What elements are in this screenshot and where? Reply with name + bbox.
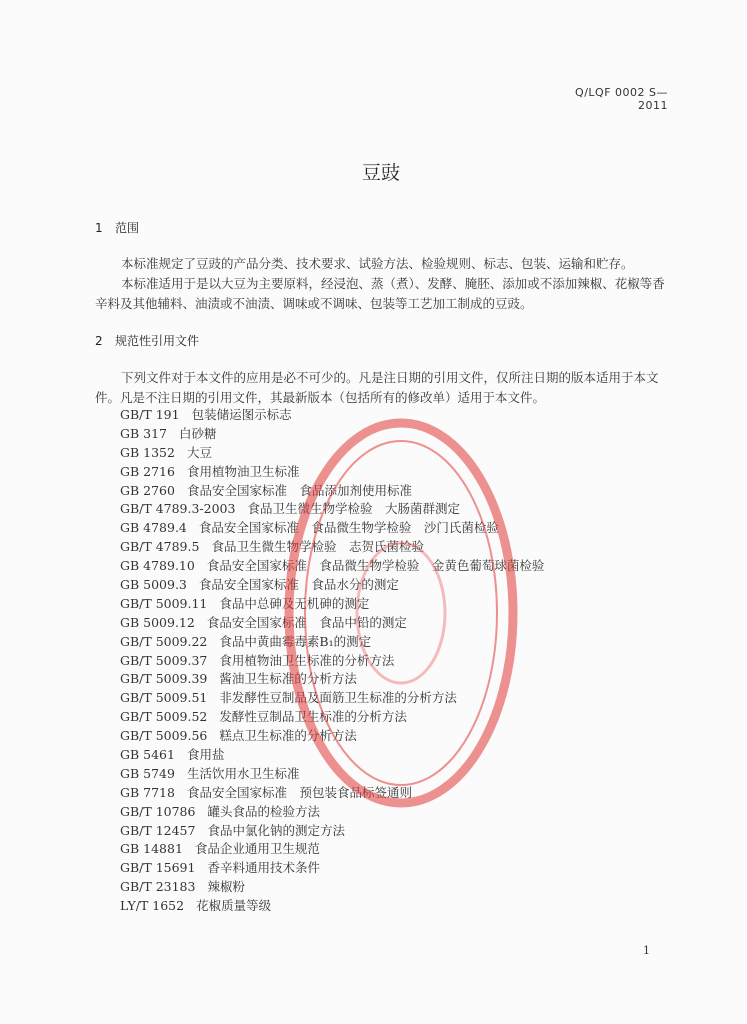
reference-title: 食品中氯化钠的测定方法 <box>207 822 345 838</box>
section-title: 规范性引用文件 <box>115 334 200 348</box>
section-1-paragraph: 本标准适用于是以大豆为主要原料，经浸泡、蒸（煮）、发酵、腌胚、添加或不添加辣椒、花椒等香辛料及其他辅料、油渍或不油渍、调味或不调味、包装等工艺加工制成的豆豉。 <box>95 276 665 311</box>
reference-item <box>120 859 544 878</box>
reference-title: 大豆 <box>186 444 212 460</box>
reference-title: 花椒质量等级 <box>196 898 272 914</box>
reference-code: GB 5009.12 <box>120 614 195 630</box>
section-2-heading <box>95 332 199 349</box>
reference-code: GB 4789.10 <box>120 558 195 574</box>
reference-item <box>120 614 544 633</box>
reference-code: GB 4789.4 <box>120 520 187 536</box>
reference-item <box>120 557 544 576</box>
reference-item <box>120 803 544 822</box>
reference-title: 食用植物油卫生标准 <box>186 463 300 479</box>
section-2-intro: 下列文件对于本文件的应用是必不可少的。凡是注日期的引用文件，仅所注日期的版本适用于本文件。凡是不注日期的引用文件，其最新版本（包括所有的修改单）适用于本文件。 <box>95 370 659 405</box>
reference-title: 非发酵性豆制品及面筋卫生标准的分析方法 <box>219 690 457 706</box>
reference-title: 香辛料通用技术条件 <box>207 860 320 876</box>
reference-item <box>120 482 544 501</box>
section-title: 范围 <box>115 221 140 235</box>
reference-item <box>120 500 544 519</box>
reference-code: GB 2760 <box>120 482 175 498</box>
reference-title: 食品企业通用卫生规范 <box>194 841 320 857</box>
reference-item <box>120 784 544 803</box>
reference-title: 食品卫生微生物学检验 大肠菌群测定 <box>247 501 460 517</box>
document-title: 豆豉 <box>361 162 400 184</box>
reference-title: 酱油卫生标准的分析方法 <box>219 671 357 687</box>
reference-title: 食品安全国家标准 预包装食品标签通则 <box>186 784 412 800</box>
reference-code: GB/T 5009.39 <box>120 671 208 687</box>
section-number: 1 <box>95 221 103 235</box>
reference-code: GB 1352 <box>120 444 175 460</box>
reference-item <box>120 897 544 916</box>
reference-item <box>120 576 544 595</box>
reference-title: 糕点卫生标准的分析方法 <box>219 728 357 744</box>
reference-title: 食用植物油卫生标准的分析方法 <box>219 652 395 668</box>
reference-title: 食用盐 <box>186 747 225 763</box>
reference-item <box>120 444 544 463</box>
reference-item <box>120 463 544 482</box>
reference-code: GB/T 12457 <box>120 822 196 838</box>
reference-title: 食品安全国家标准 食品中铅的测定 <box>206 614 407 630</box>
reference-code: GB 2716 <box>120 463 175 479</box>
reference-code: GB/T 4789.3-2003 <box>120 501 236 517</box>
reference-code: GB/T 4789.5 <box>120 539 200 555</box>
reference-item <box>120 708 544 727</box>
reference-code: GB/T 23183 <box>120 879 196 895</box>
document-code: Q/LQF 0002 S—2011 <box>575 86 668 112</box>
page-number: 1 <box>643 944 650 957</box>
reference-title: 食品中黄曲霉毒素B₁的测定 <box>219 633 372 649</box>
reference-item <box>120 425 544 444</box>
reference-item <box>120 406 544 425</box>
reference-item <box>120 822 544 841</box>
section-1-heading <box>95 219 139 236</box>
reference-code: GB/T 10786 <box>120 803 196 819</box>
reference-title: 发酵性豆制品卫生标准的分析方法 <box>219 709 407 725</box>
reference-title: 食品安全国家标准 食品添加剂使用标准 <box>186 482 412 498</box>
reference-item <box>120 746 544 765</box>
reference-code: GB 5009.3 <box>120 577 187 593</box>
reference-item <box>120 519 544 538</box>
reference-item <box>120 670 544 689</box>
section-number: 2 <box>95 334 103 348</box>
reference-item <box>120 765 544 784</box>
reference-title: 包装储运图示标志 <box>191 407 292 422</box>
reference-title: 辣椒粉 <box>207 879 245 895</box>
reference-title: 罐头食品的检验方法 <box>207 803 320 819</box>
reference-item <box>120 538 544 557</box>
reference-item <box>120 727 544 746</box>
reference-code: GB/T 5009.37 <box>120 652 208 668</box>
reference-item <box>120 689 544 708</box>
reference-item <box>120 840 544 859</box>
reference-title: 白砂糖 <box>179 425 217 441</box>
reference-item <box>120 878 544 897</box>
section-1-paragraph: 本标准规定了豆豉的产品分类、技术要求、试验方法、检验规则、标志、包装、运输和贮存。 <box>121 256 634 271</box>
reference-code: LY/T 1652 <box>120 898 185 914</box>
reference-item <box>120 652 544 671</box>
reference-code: GB/T 191 <box>120 407 180 422</box>
reference-code: GB/T 5009.52 <box>120 709 208 725</box>
reference-code: GB 14881 <box>120 841 183 857</box>
reference-title: 生活饮用水卫生标准 <box>186 765 300 781</box>
reference-title: 食品中总砷及无机砷的测定 <box>219 595 370 611</box>
reference-code: GB/T 15691 <box>120 860 196 876</box>
reference-code: GB/T 5009.51 <box>120 690 208 706</box>
reference-title: 食品卫生微生物学检验 志贺氏菌检验 <box>211 539 424 555</box>
reference-title: 食品安全国家标准 食品水分的测定 <box>198 577 399 593</box>
reference-code: GB/T 5009.11 <box>120 595 208 611</box>
reference-code: GB/T 5009.22 <box>120 633 208 649</box>
reference-title: 食品安全国家标准 食品微生物学检验 金黄色葡萄球菌检验 <box>206 558 545 574</box>
reference-code: GB 317 <box>120 425 168 441</box>
reference-item <box>120 595 544 614</box>
reference-code: GB 5461 <box>120 747 175 763</box>
reference-code: GB 5749 <box>120 765 175 781</box>
reference-item <box>120 633 544 652</box>
reference-list <box>120 406 544 916</box>
reference-code: GB/T 5009.56 <box>120 728 208 744</box>
reference-title: 食品安全国家标准 食品微生物学检验 沙门氏菌检验 <box>198 520 499 536</box>
reference-code: GB 7718 <box>120 784 175 800</box>
